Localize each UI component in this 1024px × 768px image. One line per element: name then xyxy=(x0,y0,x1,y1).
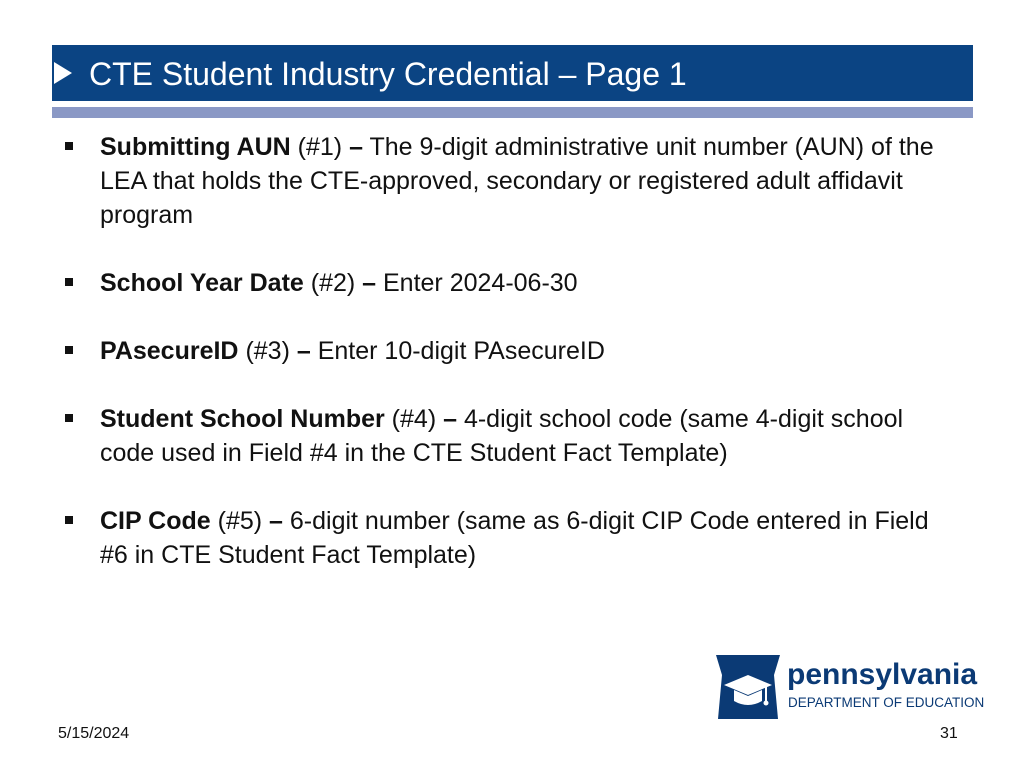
bullet-text: 4-digit school code (same 4-digit school code used in Field #4 in the CTE Student Fact Template) xyxy=(100,405,904,467)
square-bullet-icon xyxy=(65,346,73,354)
square-bullet-icon xyxy=(65,414,73,422)
bullet-dash: – xyxy=(362,269,377,297)
slide-date: 5/15/2024 xyxy=(58,725,130,742)
bullet-ref: (#5) xyxy=(210,507,270,535)
bullet-term: PAsecureID xyxy=(100,337,239,365)
bullet-ref: (#3) xyxy=(238,337,297,365)
bullet-dash: – xyxy=(349,133,363,161)
bullet-item-student-school-number xyxy=(62,402,962,470)
keystone-graduation-cap-icon xyxy=(716,655,780,719)
bullet-text: The 9-digit administrative unit number (AUN) of the LEA that holds the CTE-approved, secondary or registered adult affidavit program xyxy=(100,133,934,229)
square-bullet-icon xyxy=(65,516,73,524)
title-underline xyxy=(52,107,973,118)
bullet-term: Submitting AUN xyxy=(100,133,291,161)
square-bullet-icon xyxy=(65,142,73,150)
bullet-list xyxy=(62,130,962,606)
bullet-ref: (#2) xyxy=(303,269,363,297)
bullet-ref: (#1) xyxy=(290,133,350,161)
bullet-dash: – xyxy=(296,337,311,365)
bullet-term: Student School Number xyxy=(100,405,385,433)
slide-title: CTE Student Industry Credential – Page 1 xyxy=(89,56,687,92)
bullet-term: School Year Date xyxy=(100,269,304,297)
bullet-dash: – xyxy=(443,405,457,433)
bullet-term: CIP Code xyxy=(100,507,211,535)
bullet-text: 6-digit number (same as 6-digit CIP Code entered in Field #6 in CTE Student Fact Template) xyxy=(100,507,929,569)
bullet-item-school-year-date xyxy=(62,266,962,300)
bullet-text: Enter 2024-06-30 xyxy=(376,269,578,297)
bullet-item-pasecureid xyxy=(62,334,962,368)
bullet-ref: (#4) xyxy=(384,405,444,433)
bullet-item-submitting-aun xyxy=(62,130,962,232)
logo-department: DEPARTMENT OF EDUCATION xyxy=(788,695,985,710)
bullet-dash: – xyxy=(269,507,283,535)
square-bullet-icon xyxy=(65,278,73,286)
bullet-item-cip-code xyxy=(62,504,962,572)
bullet-text: Enter 10-digit PAsecureID xyxy=(310,337,605,365)
title-bar xyxy=(52,45,973,101)
page-number: 31 xyxy=(940,725,958,742)
pa-education-logo xyxy=(716,655,985,719)
logo-name: pennsylvania xyxy=(787,658,978,691)
arrow-icon xyxy=(54,62,72,84)
